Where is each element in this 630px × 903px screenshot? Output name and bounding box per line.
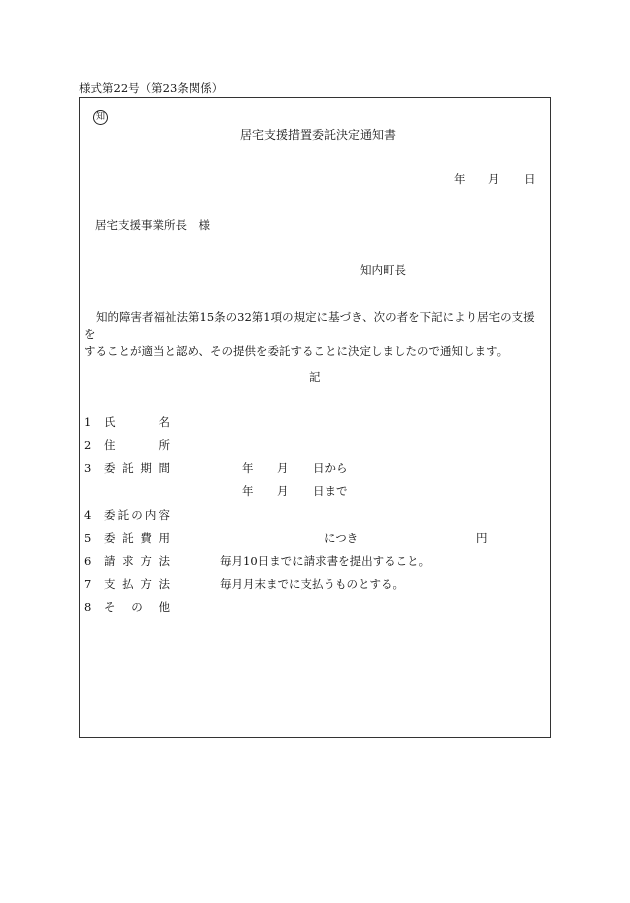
payment-method-value: 毎月月末までに支払うものとする。 (220, 577, 404, 591)
body-line-2: することが適当と認め、その提供を委託することに決定しましたので通知します。 (84, 344, 509, 358)
date-month: 月 (488, 172, 500, 186)
item-number: 8 (84, 600, 92, 614)
period-start-year: 年 (242, 461, 254, 475)
item-label-payment: 支 払 方 法 (104, 577, 170, 591)
period-start-day: 日から (313, 461, 348, 475)
sender: 知内町長 (360, 263, 406, 277)
date-year: 年 (454, 172, 466, 186)
period-end-day: 日まで (313, 484, 348, 498)
document-title: 居宅支援措置委託決定通知書 (240, 128, 397, 142)
item-label-address: 住 所 (104, 438, 170, 452)
item-number: 1 (84, 415, 92, 429)
item-number: 5 (84, 531, 92, 545)
item-number: 2 (84, 438, 92, 452)
item-label-period: 委 託 期 間 (104, 461, 170, 475)
date-day: 日 (524, 172, 536, 186)
item-number: 7 (84, 577, 92, 591)
cost-per: につき (324, 531, 359, 545)
body-line-1: 知的障害者福祉法第15条の32第1項の規定に基づき、次の者を下記により居宅の支援を (84, 310, 535, 341)
item-label-billing: 請 求 方 法 (104, 554, 170, 568)
item-number: 3 (84, 461, 92, 475)
item-label-cost: 委 託 費 用 (104, 531, 170, 545)
item-label-other: そ の 他 (104, 600, 170, 614)
form-number: 様式第22号（第23条関係） (79, 81, 224, 95)
item-number: 6 (84, 554, 92, 568)
item-number: 4 (84, 508, 92, 522)
addressee: 居宅支援事業所長 様 (95, 218, 210, 232)
item-label-name: 氏 名 (104, 415, 170, 429)
item-label-content: 委 託 の 内 容 (104, 508, 170, 522)
circle-mark-icon: 知 (93, 110, 108, 125)
period-end-month: 月 (277, 484, 289, 498)
cost-yen: 円 (476, 531, 488, 545)
period-end-year: 年 (242, 484, 254, 498)
body-text (84, 309, 546, 360)
billing-method-value: 毎月10日までに請求書を提出すること。 (220, 554, 431, 568)
period-start-month: 月 (277, 461, 289, 475)
ki-heading: 記 (309, 370, 321, 384)
